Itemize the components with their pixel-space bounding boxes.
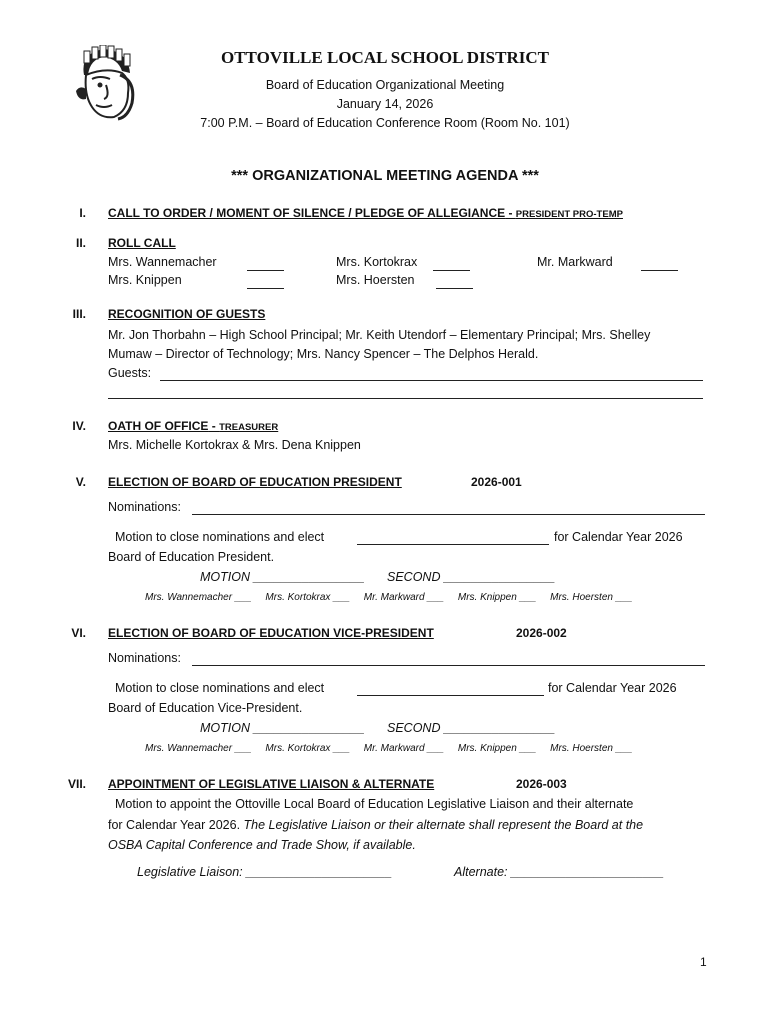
motion-text: Motion to close nominations and elect bbox=[115, 681, 325, 695]
motion-text: Board of Education President. bbox=[108, 550, 275, 564]
oath-names: Mrs. Michelle Kortokrax & Mrs. Dena Knippen bbox=[108, 438, 361, 452]
nominations-label: Nominations: bbox=[108, 651, 181, 665]
member-name: Mrs. Kortokrax bbox=[336, 255, 418, 269]
vote-tally: Mrs. Wannemacher ___ Mrs. Kortokrax ___ Mr. Markward ___ Mrs. Knippen ___ Mrs. Hoersten ___ bbox=[145, 743, 633, 754]
motion-blank[interactable]: MOTION ________________ bbox=[200, 721, 365, 735]
motion-text: for Calendar Year 2026 bbox=[554, 530, 683, 544]
resolution-number: 2026-003 bbox=[516, 777, 567, 791]
member-name: Mrs. Wannemacher bbox=[108, 255, 217, 269]
item-heading-oath: OATH OF OFFICE - TREASURER bbox=[108, 419, 279, 433]
elect-blank[interactable] bbox=[357, 695, 544, 696]
resolution-number: 2026-002 bbox=[516, 626, 567, 640]
item-number: II. bbox=[75, 236, 86, 250]
page-number: 1 bbox=[700, 955, 707, 969]
item-heading-president: ELECTION OF BOARD OF EDUCATION PRESIDENT bbox=[108, 475, 402, 489]
item-number: V. bbox=[75, 475, 86, 489]
guests-blank[interactable] bbox=[160, 380, 703, 381]
roll-call-blank[interactable] bbox=[433, 270, 470, 271]
roll-call-blank[interactable] bbox=[247, 270, 284, 271]
motion-text: for Calendar Year 2026. The Legislative Liaison or their alternate shall represent the Board at the bbox=[108, 818, 644, 832]
guest-list-line: Mumaw – Director of Technology; Mrs. Nancy Spencer – The Delphos Herald. bbox=[108, 347, 539, 361]
motion-text: Motion to close nominations and elect bbox=[115, 530, 325, 544]
nominations-blank[interactable] bbox=[192, 514, 705, 515]
item-heading-vice-president: ELECTION OF BOARD OF EDUCATION VICE-PRESIDENT bbox=[108, 626, 434, 640]
member-name: Mr. Markward bbox=[537, 255, 613, 269]
item-number: III. bbox=[72, 307, 86, 321]
roll-call-blank[interactable] bbox=[436, 288, 473, 289]
guests-blank-2[interactable] bbox=[108, 398, 703, 399]
elect-blank[interactable] bbox=[357, 544, 549, 545]
item-number: IV. bbox=[72, 419, 86, 433]
item-heading-call-to-order: CALL TO ORDER / MOMENT OF SILENCE / PLEDGE OF ALLEGIANCE - PRESIDENT PRO-TEMP bbox=[108, 206, 623, 220]
motion-text: OSBA Capital Conference and Trade Show, if available. bbox=[108, 838, 416, 852]
nominations-blank[interactable] bbox=[192, 665, 705, 666]
motion-text: Board of Education Vice-President. bbox=[108, 701, 303, 715]
alternate-blank[interactable]: Alternate: ______________________ bbox=[454, 865, 664, 879]
roll-call-blank[interactable] bbox=[247, 288, 284, 289]
item-number: VI. bbox=[71, 626, 86, 640]
roll-call-blank[interactable] bbox=[641, 270, 678, 271]
guest-list-line: Mr. Jon Thorbahn – High School Principal; Mr. Keith Utendorf – Elementary Principal; Mrs. Shelley bbox=[108, 328, 651, 342]
member-name: Mrs. Hoersten bbox=[336, 273, 415, 287]
guests-label: Guests: bbox=[108, 366, 152, 380]
second-blank[interactable]: SECOND ________________ bbox=[387, 570, 556, 584]
item-heading-roll-call: ROLL CALL bbox=[108, 236, 176, 250]
second-blank[interactable]: SECOND ________________ bbox=[387, 721, 556, 735]
item-heading-liaison: APPOINTMENT OF LEGISLATIVE LIAISON & ALTERNATE bbox=[108, 777, 435, 791]
motion-text: for Calendar Year 2026 bbox=[548, 681, 677, 695]
district-title: OTTOVILLE LOCAL SCHOOL DISTRICT bbox=[221, 48, 549, 67]
motion-text: Motion to appoint the Ottoville Local Board of Education Legislative Liaison and their alternate bbox=[115, 797, 634, 811]
vote-tally: Mrs. Wannemacher ___ Mrs. Kortokrax ___ Mr. Markward ___ Mrs. Knippen ___ Mrs. Hoersten ___ bbox=[145, 592, 633, 603]
meeting-name: Board of Education Organizational Meeting bbox=[265, 78, 505, 92]
member-name: Mrs. Knippen bbox=[108, 273, 182, 287]
meeting-date: January 14, 2026 bbox=[336, 97, 434, 111]
resolution-number: 2026-001 bbox=[471, 475, 522, 489]
motion-blank[interactable]: MOTION ________________ bbox=[200, 570, 365, 584]
nominations-label: Nominations: bbox=[108, 500, 181, 514]
meeting-time-location: 7:00 P.M. – Board of Education Conference Room (Room No. 101) bbox=[200, 116, 570, 130]
item-heading-recognition: RECOGNITION OF GUESTS bbox=[108, 307, 266, 321]
liaison-blank[interactable]: Legislative Liaison: _____________________ bbox=[137, 865, 393, 879]
agenda-title: *** ORGANIZATIONAL MEETING AGENDA *** bbox=[231, 168, 539, 184]
item-number: I. bbox=[79, 206, 86, 220]
item-number: VII. bbox=[67, 777, 86, 791]
